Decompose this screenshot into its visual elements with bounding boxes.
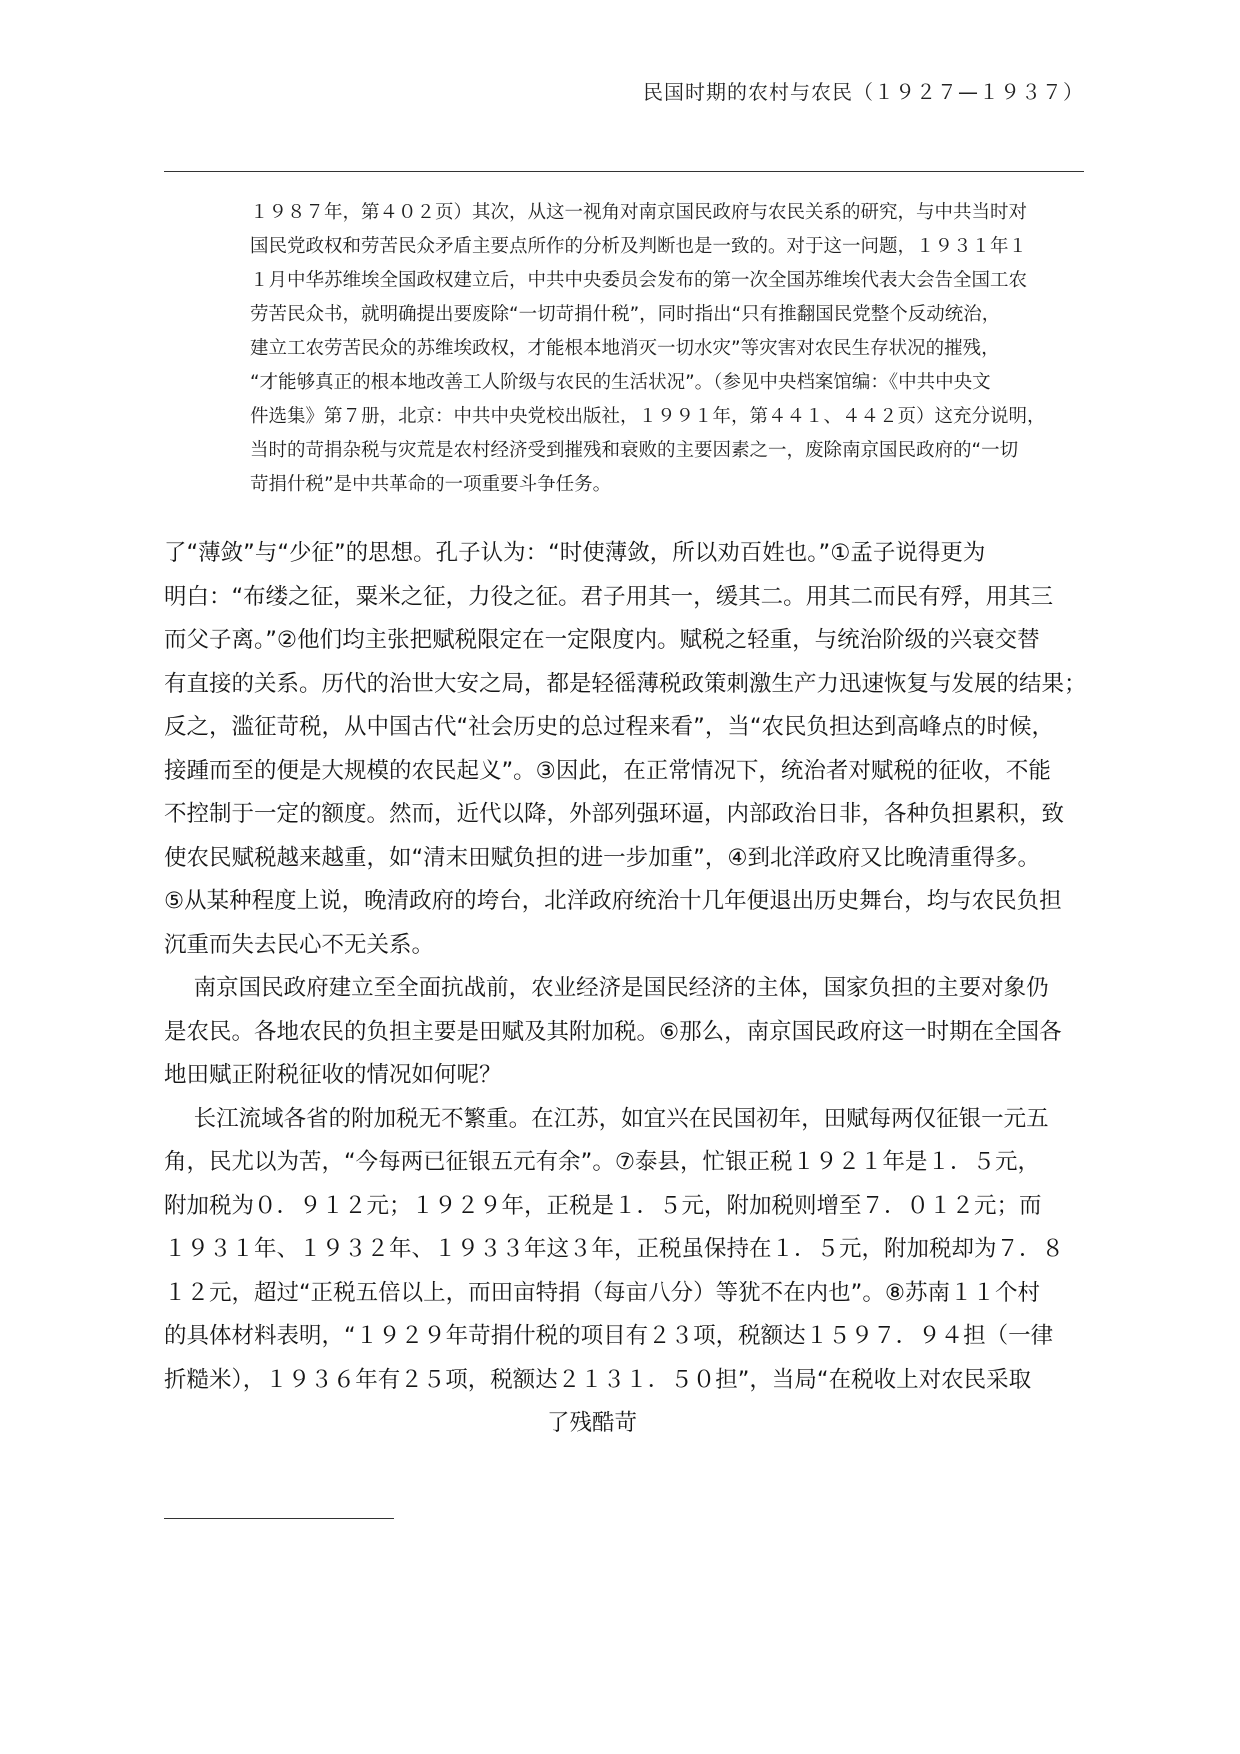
body-line: 是农民。各地农民的负担主要是田赋及其附加税。⑥那么，南京国民政府这一时期在全国各 <box>164 1018 1062 1045</box>
quote-line: “才能够真正的根本地改善工人阶级与农民的生活状况”。（参见中央档案馆编：《中共中央文 <box>250 372 991 393</box>
quote-line: 苛捐什税”是中共革命的一项重要斗争任务。 <box>250 474 612 495</box>
body-line: 折糙米），１９３６年有２５项，税额达２１３１．５０担”，当局“在税收上对农民采取 <box>164 1366 1032 1393</box>
body-line: 沉重而失去民心不无关系。 <box>164 931 435 958</box>
quote-line: １月中华苏维埃全国政权建立后，中共中央委员会发布的第一次全国苏维埃代表大会告全国工农 <box>250 270 1028 291</box>
body-line: ⑤从某种程度上说，晚清政府的垮台，北洋政府统治十几年便退出历史舞台，均与农民负担 <box>164 888 1062 914</box>
body-line: 使农民赋税越来越重，如“清末田赋负担的进一步加重”，④到北洋政府又比晚清重得多。 <box>164 844 1040 871</box>
quote-line: 建立工农劳苦民众的苏维埃政权，才能根本地消灭一切水灾”等灾害对农民生存状况的摧残， <box>250 338 1000 359</box>
quote-line: 劳苦民众书，就明确提出要废除“一切苛捐什税”，同时指出“只有推翻国民党整个反动统治， <box>250 304 1001 325</box>
running-header: 民国时期的农村与农民（１９２７—１９３７） <box>643 80 1084 104</box>
body-text <box>164 532 1104 1446</box>
body-line: 地田赋正附税征收的情况如何呢？ <box>164 1062 502 1088</box>
body-line: 明白：“布缕之征，粟米之征，力役之征。君子用其一，缓其二。用其二而民有殍，用其三 <box>164 583 1054 610</box>
body-line: 不控制于一定的额度。然而，近代以降，外部列强环逼，内部政治日非，各种负担累积，致 <box>164 801 1065 827</box>
body-last-line: 了残酷苛 <box>546 1410 637 1436</box>
body-line: １９３１年、１９３２年、１９３３年这３年，正税虽保持在１．５元，附加税却为７．８ <box>164 1236 1065 1262</box>
body-line: １２元，超过“正税五倍以上，而田亩特捐（每亩八分）等犹不在内也”。⑧苏南１１个村 <box>164 1279 1040 1306</box>
quote-line: 当时的苛捐杂税与灾荒是农村经济受到摧残和衰败的主要因素之一，废除南京国民政府的“一切 <box>250 440 1019 461</box>
quoted-footnote-block <box>250 196 1100 502</box>
body-line: 而父子离。”②他们均主张把赋税限定在一定限度内。赋税之轻重，与统治阶级的兴衰交替 <box>164 627 1040 653</box>
body-line: 的具体材料表明，“１９２９年苛捐什税的项目有２３项，税额达１５９７．９４担（一律 <box>164 1323 1054 1349</box>
body-line: 了“薄敛”与“少征”的思想。孔子认为：“时使薄敛，所以劝百姓也。”①孟子说得更为 <box>164 540 986 566</box>
footnote-divider <box>164 1518 394 1519</box>
body-line: 角，民尤以为苦，“今每两已征银五元有余”。⑦泰县，忙银正税１９２１年是１．５元， <box>164 1149 1040 1175</box>
body-line: 附加税为０．９１２元；１９２９年，正税是１．５元，附加税则增至７．０１２元；而 <box>164 1192 1042 1219</box>
body-line: 接踵而至的便是大规模的农民起义”。③因此，在正常情况下，统治者对赋税的征收，不能 <box>164 757 1051 784</box>
body-line: 南京国民政府建立至全面抗战前，农业经济是国民经济的主体，国家负担的主要对象仍 <box>164 975 1049 1001</box>
quote-line: １９８７年，第４０２页）其次，从这一视角对南京国民政府与农民关系的研究，与中共当时对 <box>250 202 1028 223</box>
body-line: 有直接的关系。历代的治世大安之局，都是轻徭薄税政策刺激生产力迅速恢复与发展的结果； <box>164 670 1087 697</box>
header-divider <box>164 171 1084 172</box>
quote-line: 国民党政权和劳苦民众矛盾主要点所作的分析及判断也是一致的。对于这一问题，１９３１年１ <box>250 236 1028 257</box>
body-line: 反之，滥征苛税，从中国古代“社会历史的总过程来看”，当“农民负担达到高峰点的时候， <box>164 714 1054 740</box>
quote-line: 件选集》第７册，北京：中共中央党校出版社，１９９１年，第４４１、４４２页）这充分说明， <box>250 406 1046 427</box>
body-line: 长江流域各省的附加税无不繁重。在江苏，如宜兴在民国初年，田赋每两仅征银一元五 <box>164 1105 1049 1132</box>
